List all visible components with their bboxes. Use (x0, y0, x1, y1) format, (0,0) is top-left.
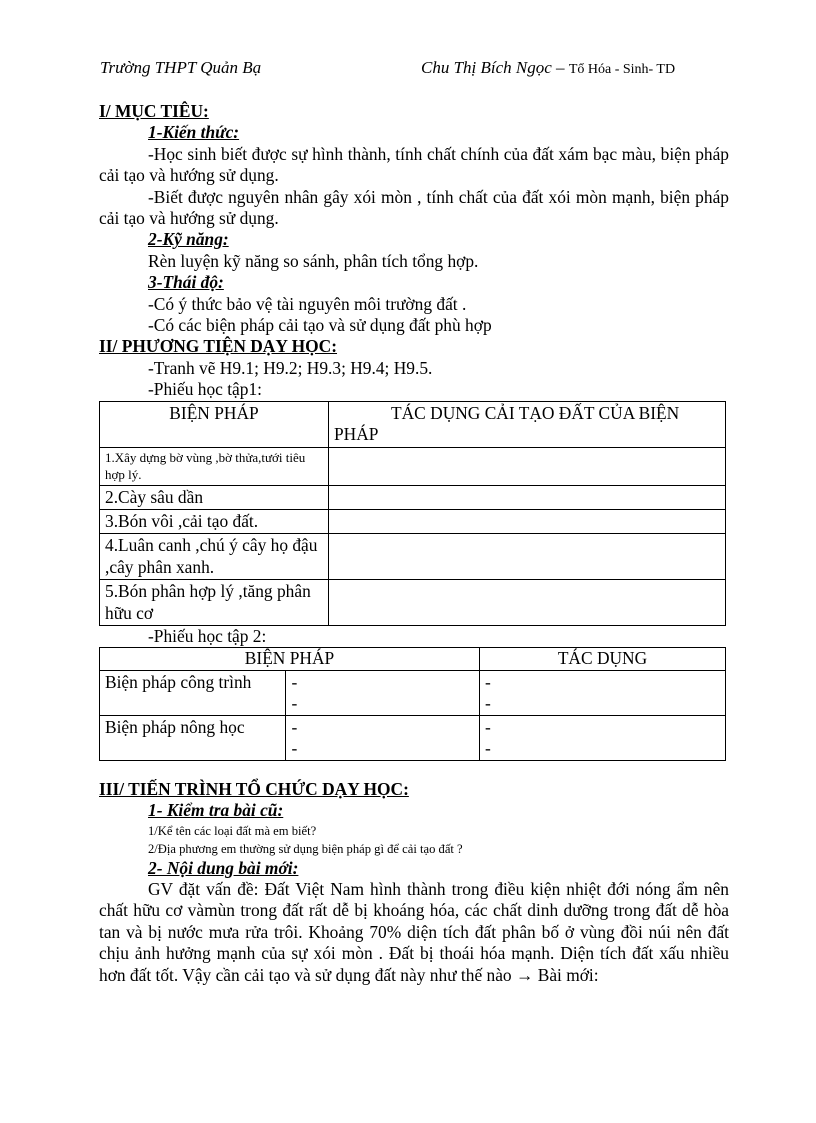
measure-detail-cell (286, 670, 480, 715)
measure-type-cell: Biện pháp nông học (100, 715, 286, 760)
department: Tổ Hóa - Sinh- TD (568, 62, 676, 77)
knowledge-point-1: -Học sinh biết được sự hình thành, tính chất chính của đất xám bạc màu, biện pháp cải tạo và hướng sử dụng. (99, 143, 729, 186)
section-process-title: III/ TIẾN TRÌNH TỔ CHỨC DẠY HỌC: (99, 778, 409, 799)
attitude-point-2: -Có các biện pháp cải tạo và sử dụng đất phù hợp (148, 315, 492, 336)
dash: - (291, 692, 298, 713)
header-measure: BIỆN PHÁP (100, 401, 329, 447)
document-body (99, 101, 729, 986)
skill-title: 2-Kỹ năng: (148, 229, 229, 250)
dash: - (291, 671, 298, 692)
header-measure: BIỆN PHÁP (100, 648, 480, 670)
teacher-name: Chu Thị Bích Ngọc – (421, 58, 569, 77)
measure-cell: 2.Cày sâu dần (100, 485, 329, 509)
header-effect-text: TÁC DỤNG CẢI TẠO ĐẤT CỦA BIỆN PHÁP (334, 402, 680, 445)
measure-cell: 5.Bón phân hợp lý ,tăng phân hữu cơ (100, 580, 329, 626)
table-row (100, 485, 726, 509)
measure-detail-cell (286, 715, 480, 760)
table-row (100, 509, 726, 533)
effect-cell (329, 580, 726, 626)
question-1: 1/Kể tên các loại đất mà em biết? (148, 823, 317, 838)
effect-detail-cell (480, 715, 726, 760)
skill-text: Rèn luyện kỹ năng so sánh, phân tích tổng hợp. (148, 250, 479, 271)
effect-cell (329, 509, 726, 533)
worksheet-1-table (99, 401, 726, 626)
attitude-title: 3-Thái độ: (148, 272, 224, 293)
pictures-list: -Tranh vẽ H9.1; H9.2; H9.3; H9.4; H9.5. (148, 357, 433, 378)
dash: - (291, 716, 298, 737)
worksheet-2-table (99, 647, 726, 760)
effect-detail-cell (480, 670, 726, 715)
measure-cell: 3.Bón vôi ,cải tạo đất. (100, 509, 329, 533)
measure-cell: 1.Xây dựng bờ vùng ,bờ thửa,tưới tiêu hợp lý. (100, 447, 329, 485)
header-effect (329, 401, 726, 447)
table-row (100, 715, 726, 760)
measure-cell: 4.Luân canh ,chú ý cây họ đậu ,cây phân xanh. (100, 534, 329, 580)
effect-cell (329, 447, 726, 485)
dash: - (485, 692, 491, 713)
table-row (100, 670, 726, 715)
table-row (100, 447, 726, 485)
knowledge-title: 1-Kiến thức: (148, 122, 240, 143)
header-teacher (421, 58, 675, 78)
header-school: Trường THPT Quản Bạ (100, 58, 262, 77)
table-row (100, 534, 726, 580)
check-old-lesson-title: 1- Kiểm tra bài cũ: (148, 800, 284, 821)
attitude-point-1: -Có ý thức bảo vệ tài nguyên môi trường đất . (148, 293, 467, 314)
new-lesson-title: 2- Nội dung bài mới: (148, 857, 299, 878)
section-objectives-title: I/ MỤC TIÊU: (99, 101, 209, 121)
worksheet-1-label: -Phiếu học tập1: (148, 379, 262, 400)
table-header-row (100, 648, 726, 670)
question-2: 2/Địa phương em thường sử dụng biện pháp gì để cải tạo đất ? (148, 841, 463, 856)
spacer (99, 761, 729, 779)
effect-cell (329, 485, 726, 509)
worksheet-2-label: -Phiếu học tập 2: (148, 625, 267, 646)
dash: - (485, 671, 491, 692)
table-row (100, 580, 726, 626)
knowledge-point-2: -Biết được nguyên nhân gây xói mòn , tính chất của đất xói mòn mạnh, biện pháp cải tạo và hướng sử dụng. (99, 186, 729, 229)
effect-cell (329, 534, 726, 580)
dash: - (485, 737, 491, 758)
introduction-paragraph: GV đặt vấn đề: Đất Việt Nam hình thành trong điều kiện nhiệt đới nóng ẩm nên chất hữu cơ vàmùn trong đất rất dễ bị khoáng hóa, các chất dinh dưỡng trong đất dễ hòa tan và bị nước mưa rửa trôi. Khoảng 70% diện tích đất phân bố ở vùng đồi núi nên đất chịu ảnh hưởng mạnh của sự xói mòn . Đất bị thoái hóa mạnh. Diện tích đất xấu nhiều hơn đất tốt. Vậy cần cải tạo và sử dụng đất này như thế nào → Bài mới: (99, 878, 729, 985)
dash: - (291, 737, 298, 758)
table-header-row (100, 401, 726, 447)
section-materials-title: II/ PHƯƠNG TIỆN DẠY HỌC: (99, 336, 338, 357)
measure-type-cell: Biện pháp công trình (100, 670, 286, 715)
header-effect: TÁC DỤNG (480, 648, 726, 670)
dash: - (485, 716, 491, 737)
